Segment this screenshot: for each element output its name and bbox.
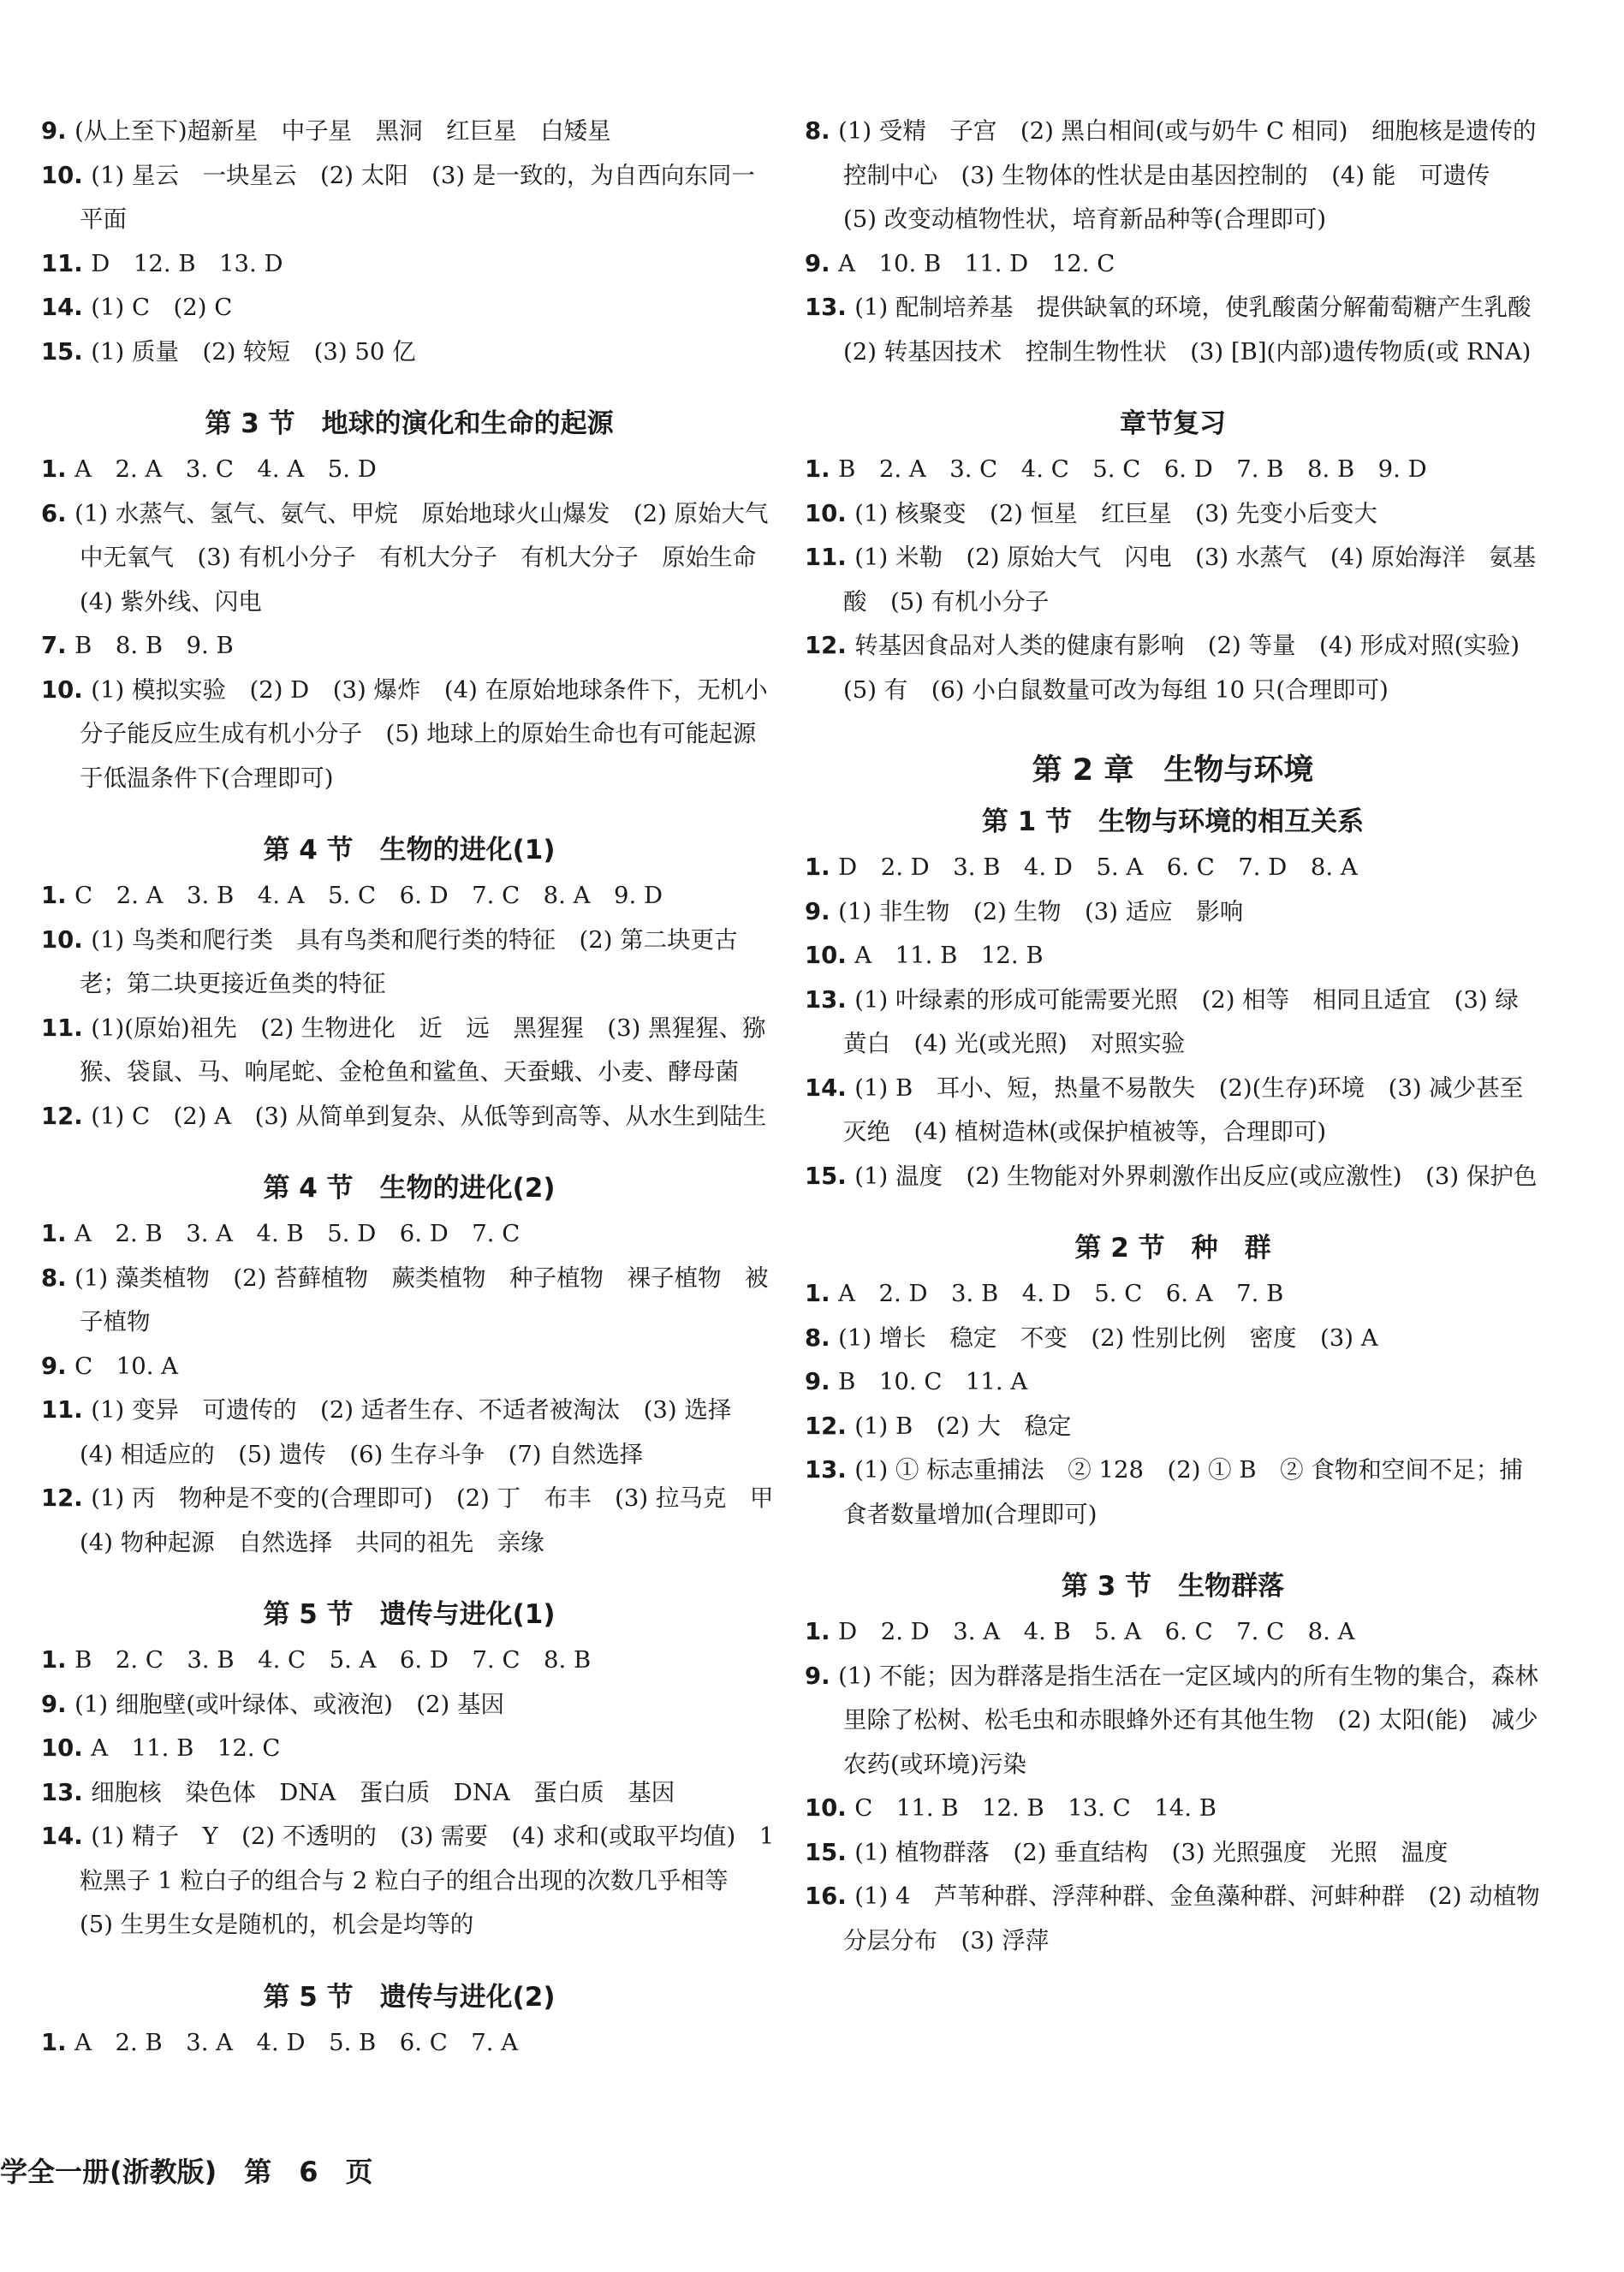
- question-number: 13.: [41, 1778, 92, 1806]
- section-heading: 第 4 节 生物的进化(2): [263, 1173, 556, 1204]
- section-heading: 第 3 节 生物群落: [1061, 1571, 1285, 1602]
- answer-entry: [805, 1875, 1541, 1963]
- answer-entry: [805, 1831, 1541, 1876]
- question-number: 10.: [805, 1794, 855, 1822]
- answer-entry: [41, 492, 780, 625]
- answer-text: B 2. A 3. C 4. C 5. C 6. D 7. B 8. B 9. D: [838, 455, 1427, 483]
- right-column: [805, 110, 1555, 1963]
- answer-entry: [805, 492, 1541, 537]
- answer-entry: [41, 1815, 777, 1948]
- answer-entry: [805, 1317, 1541, 1361]
- answer-entry: [805, 978, 1541, 1067]
- question-number: 10.: [41, 675, 92, 704]
- answer-text: (1) 质量 (2) 较短 (3) 50 亿: [91, 337, 416, 366]
- question-number: 1.: [805, 1280, 839, 1307]
- answer-text: A 10. B 11. D 12. C: [838, 249, 1115, 277]
- question-number: 9.: [805, 1368, 839, 1395]
- question-number: 13.: [805, 294, 855, 321]
- answer-entry: [805, 1272, 1541, 1317]
- answer-text: C 11. B 12. B 13. C 14. B: [854, 1794, 1217, 1822]
- answer-text: (1) C (2) A (3) 从简单到复杂、从低等到高等、从水生到陆生: [91, 1102, 767, 1130]
- question-number: 12.: [41, 1102, 92, 1130]
- answer-entry: [805, 1448, 1541, 1537]
- question-number: 1.: [805, 455, 839, 483]
- answer-text: (1) 不能；因为群落是指生活在一定区域内的所有生物的集合，森林里除了松树、松毛虫和赤眼蜂外还有其他生物 (2) 太阳(能) 减少农药(或环境)污染: [838, 1662, 1538, 1778]
- answer-entry: [41, 1345, 777, 1389]
- question-number: 11.: [41, 249, 92, 277]
- section-heading: 第 5 节 遗传与进化(2): [263, 1981, 556, 2013]
- question-number: 8.: [41, 1264, 75, 1292]
- question-number: 8.: [805, 117, 839, 145]
- answer-entry: [805, 1067, 1541, 1155]
- question-number: 15.: [41, 337, 92, 366]
- answer-entry: [805, 1405, 1541, 1449]
- section-heading: 第 1 节 生物与环境的相互关系: [981, 806, 1365, 837]
- question-number: 9.: [41, 117, 75, 145]
- answer-entry: [805, 1360, 1541, 1405]
- answer-entry: [805, 846, 1541, 890]
- answer-entry: [805, 934, 1541, 978]
- answer-entry: [805, 536, 1541, 624]
- question-number: 11.: [805, 544, 855, 571]
- question-number: 6.: [41, 499, 75, 527]
- answer-entry: [805, 1787, 1541, 1831]
- answer-entry: [41, 2021, 777, 2066]
- question-number: 12.: [805, 1412, 855, 1440]
- answer-entry: [41, 919, 777, 1007]
- question-number: 14.: [805, 1074, 855, 1102]
- question-number: 13.: [805, 985, 855, 1014]
- question-number: 7.: [41, 632, 75, 659]
- question-number: 9.: [805, 1662, 839, 1690]
- answer-entry: [41, 154, 777, 242]
- question-number: 9.: [805, 897, 839, 925]
- answer-text: (从上至下)超新星 中子星 黑洞 红巨星 白矮星: [74, 117, 611, 145]
- section-heading: 第 4 节 生物的进化(1): [263, 835, 556, 865]
- answer-text: (1) 受精 子宫 (2) 黑白相间(或与奶牛 C 相同) 细胞核是遗传的控制中心 (3) 生物体的性状是由基因控制的 (4) 能 可遗传 (5) 改变动植物性状，培育新品种等(合理即可): [838, 117, 1537, 233]
- question-number: 9.: [805, 249, 839, 277]
- answer-entry: [41, 1683, 777, 1728]
- answer-text: (1)(原始)祖先 (2) 生物进化 近 远 黑猩猩 (3) 黑猩猩、猕猴、袋鼠、马、响尾蛇、金枪鱼和鲨鱼、天蚕蛾、小麦、酵母菌: [80, 1014, 766, 1085]
- answer-entry: [41, 1477, 797, 1565]
- answer-text: A 2. B 3. A 4. B 5. D 6. D 7. C: [74, 1220, 521, 1247]
- question-number: 11.: [41, 1396, 92, 1424]
- answer-entry: [805, 242, 1541, 287]
- question-number: 12.: [805, 632, 855, 659]
- answer-text: D 12. B 13. D: [91, 249, 283, 277]
- answer-text: (1) 细胞壁(或叶绿体、或液泡) (2) 基因: [74, 1690, 505, 1718]
- question-number: 1.: [41, 1646, 75, 1674]
- answer-entry: [805, 1655, 1541, 1787]
- answer-text: 转基因食品对人类的健康有影响 (2) 等量 (4) 形成对照(实验) (5) 有 (6) 小白鼠数量可改为每组 10 只(合理即可): [843, 632, 1544, 704]
- answer-text: (1) 变异 可遗传的 (2) 适者生存、不适者被淘汰 (3) 选择 (4) 相适应的 (5) 遗传 (6) 生存斗争 (7) 自然选择: [80, 1396, 755, 1468]
- answer-entry: [41, 1007, 777, 1095]
- answer-text: A 2. A 3. C 4. A 5. D: [74, 455, 377, 483]
- answer-text: (1) 米勒 (2) 原始大气 闪电 (3) 水蒸气 (4) 原始海洋 氨基酸 (5) 有机小分子: [843, 544, 1537, 616]
- answer-entry: [41, 874, 777, 919]
- page-footer: 学全一册(浙教版) 第 6 页: [0, 2156, 373, 2188]
- answer-text: (1) 丙 物种是不变的(合理即可) (2) 丁 布丰 (3) 拉马克 甲 (4) 物种起源 自然选择 共同的祖先 亲缘: [80, 1484, 797, 1556]
- answer-text: B 10. C 11. A: [838, 1368, 1028, 1395]
- question-number: 10.: [41, 925, 92, 954]
- answer-entry: [41, 110, 777, 154]
- question-number: 16.: [805, 1882, 855, 1910]
- question-number: 12.: [41, 1484, 92, 1512]
- question-number: 1.: [41, 882, 75, 909]
- question-number: 1.: [41, 1220, 75, 1247]
- answer-text: (1) 配制培养基 提供缺氧的环境，使乳酸菌分解葡萄糖产生乳酸 (2) 转基因技术 控制生物性状 (3) [B](内部)遗传物质(或 RNA): [843, 294, 1555, 366]
- question-number: 15.: [805, 1838, 855, 1866]
- answer-entry: [805, 1610, 1541, 1655]
- chapter-heading: 第 2 章 生物与环境: [1032, 753, 1314, 788]
- answer-text: (1) 植物群落 (2) 垂直结构 (3) 光照强度 光照 温度: [854, 1838, 1449, 1866]
- answer-text: D 2. D 3. B 4. D 5. A 6. C 7. D 8. A: [838, 853, 1358, 881]
- answer-entry: [805, 286, 1555, 374]
- answer-entry: [41, 330, 777, 375]
- section-heading: 第 2 节 种 群: [1074, 1233, 1271, 1264]
- answer-text: (1) 鸟类和爬行类 具有鸟类和爬行类的特征 (2) 第二块更古老；第二块更接近鱼类的特征: [80, 925, 738, 997]
- answer-text: (1) 增长 稳定 不变 (2) 性别比例 密度 (3) A: [838, 1323, 1378, 1352]
- question-number: 11.: [41, 1014, 92, 1042]
- question-number: 13.: [805, 1456, 855, 1484]
- answer-text: (1) ① 标志重捕法 ② 128 (2) ① B ② 食物和空间不足；捕食者数量增加(合理即可): [843, 1456, 1523, 1528]
- answer-entry: [41, 1727, 777, 1771]
- answer-text: A 11. B 12. C: [91, 1734, 281, 1762]
- answer-entry: [805, 890, 1541, 935]
- answer-entry: [805, 448, 1541, 492]
- question-number: 15.: [805, 1162, 855, 1190]
- answer-entry: [41, 448, 777, 492]
- answer-text: (1) 温度 (2) 生物能对外界刺激作出反应(或应激性) (3) 保护色: [854, 1162, 1538, 1190]
- answer-entry: [41, 1389, 777, 1477]
- answer-text: (1) 非生物 (2) 生物 (3) 适应 影响: [838, 897, 1244, 925]
- answer-text: (1) 星云 一块星云 (2) 太阳 (3) 是一致的，为自西向东同一平面: [80, 161, 755, 233]
- question-number: 10.: [41, 161, 92, 189]
- answer-text: (1) 核聚变 (2) 恒星 红巨星 (3) 先变小后变大: [854, 499, 1377, 527]
- left-column: [41, 110, 797, 2065]
- answer-text: A 2. D 3. B 4. D 5. C 6. A 7. B: [838, 1280, 1284, 1307]
- answer-entry: [41, 669, 777, 801]
- question-number: 10.: [41, 1734, 92, 1762]
- answer-text: (1) 模拟实验 (2) D (3) 爆炸 (4) 在原始地球条件下，无机小分子能反应生成有机小分子 (5) 地球上的原始生命也有可能起源于低温条件下(合理即可): [80, 675, 768, 792]
- answer-text: (1) B (2) 大 稳定: [854, 1412, 1072, 1440]
- answer-entry: [41, 1639, 777, 1683]
- question-number: 1.: [41, 455, 75, 483]
- answer-entry: [805, 110, 1541, 242]
- question-number: 1.: [805, 853, 839, 881]
- answer-entry: [41, 624, 777, 669]
- section-heading: 章节复习: [1120, 408, 1226, 439]
- question-number: 1.: [41, 2028, 75, 2056]
- answer-entry: [41, 286, 777, 330]
- answer-text: C 10. A: [74, 1352, 179, 1380]
- answer-text: (1) C (2) C: [91, 294, 233, 321]
- question-number: 14.: [41, 294, 92, 321]
- question-number: 9.: [41, 1690, 75, 1718]
- question-number: 10.: [805, 499, 855, 527]
- answer-text: 细胞核 染色体 DNA 蛋白质 DNA 蛋白质 基因: [91, 1778, 675, 1806]
- answer-text: (1) 4 芦苇种群、浮萍种群、金鱼藻种群、河蚌种群 (2) 动植物分层分布 (3) 浮萍: [843, 1882, 1540, 1954]
- answer-entry: [41, 1095, 777, 1139]
- question-number: 14.: [41, 1823, 92, 1850]
- answer-text: B 2. C 3. B 4. C 5. A 6. D 7. C 8. B: [74, 1646, 592, 1674]
- question-number: 9.: [41, 1352, 75, 1380]
- question-number: 1.: [805, 1618, 839, 1645]
- answer-text: B 8. B 9. B: [74, 632, 234, 659]
- answer-entry: [41, 1212, 777, 1257]
- answer-entry: [805, 624, 1544, 712]
- answer-text: (1) 水蒸气、氢气、氨气、甲烷 原始地球火山爆发 (2) 原始大气中无氧气 (3) 有机小分子 有机大分子 有机大分子 原始生命 (4) 紫外线、闪电: [74, 499, 780, 616]
- answer-entry: [805, 1155, 1541, 1199]
- answer-text: (1) 精子 Y (2) 不透明的 (3) 需要 (4) 求和(或取平均值) 1 粒黑子 1 粒白子的组合与 2 粒白子的组合出现的次数几乎相等 (5) 生男生女是随机的，机会是均等的: [80, 1823, 775, 1938]
- answer-text: D 2. D 3. A 4. B 5. A 6. C 7. C 8. A: [838, 1618, 1355, 1645]
- section-heading: 第 5 节 遗传与进化(1): [263, 1599, 556, 1630]
- answer-text: C 2. A 3. B 4. A 5. C 6. D 7. C 8. A 9. D: [74, 882, 663, 909]
- question-number: 10.: [805, 942, 855, 969]
- question-number: 8.: [805, 1323, 839, 1352]
- answer-text: (1) 叶绿素的形成可能需要光照 (2) 相等 相同且适宜 (3) 绿 黄白 (4) 光(或光照) 对照实验: [843, 985, 1543, 1057]
- answer-text: A 11. B 12. B: [854, 942, 1044, 969]
- answer-entry: [41, 242, 777, 287]
- answer-text: A 2. B 3. A 4. D 5. B 6. C 7. A: [74, 2028, 519, 2056]
- section-heading: 第 3 节 地球的演化和生命的起源: [205, 408, 614, 439]
- answer-text: (1) 藻类植物 (2) 苔藓植物 蕨类植物 种子植物 裸子植物 被子植物: [74, 1264, 769, 1335]
- answer-entry: [41, 1257, 777, 1345]
- answer-text: (1) B 耳小、短，热量不易散失 (2)(生存)环境 (3) 减少甚至灭绝 (4) 植树造林(或保护植被等，合理即可): [843, 1074, 1524, 1145]
- answer-entry: [41, 1771, 777, 1816]
